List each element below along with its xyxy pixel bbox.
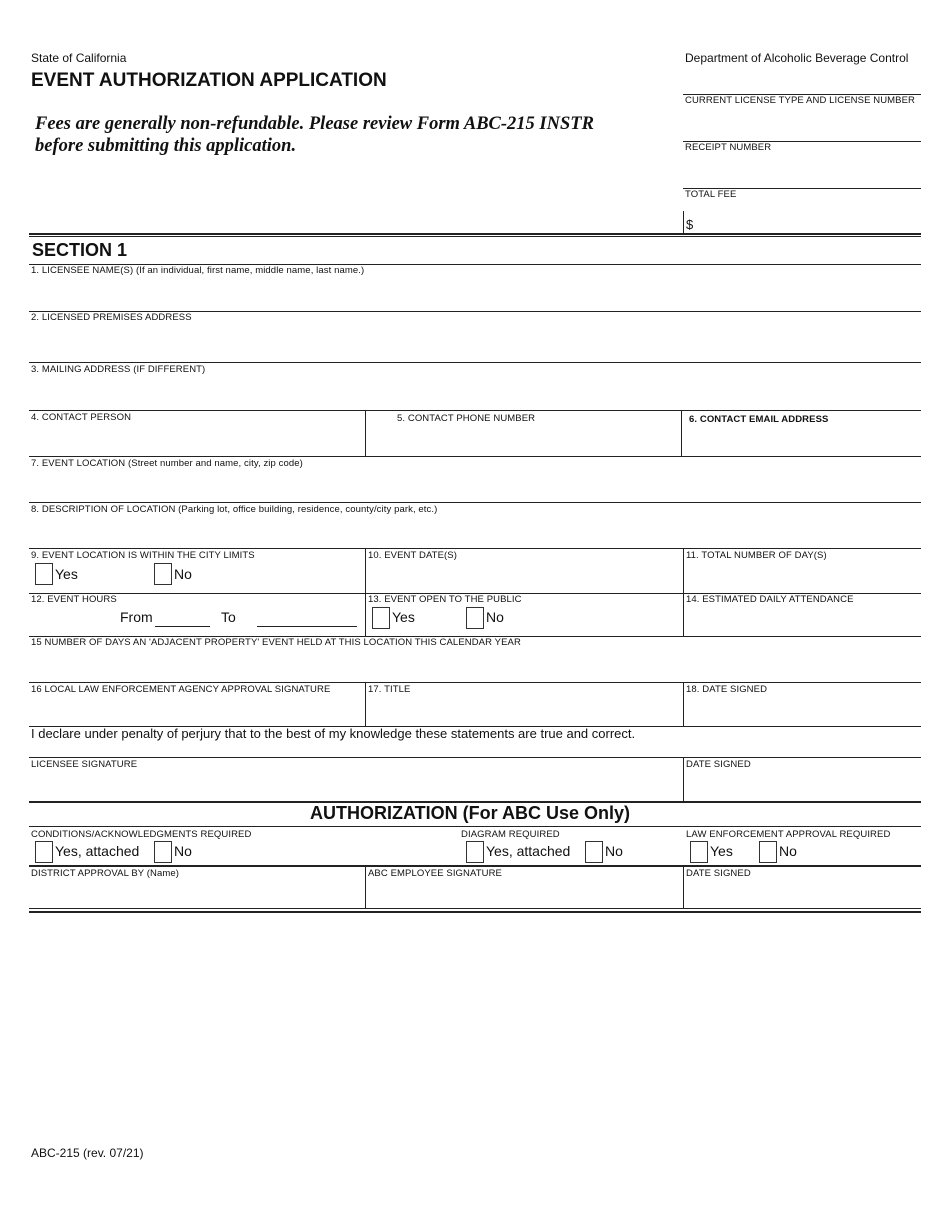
licensee-date-signed-label: DATE SIGNED: [686, 759, 751, 770]
contact-phone-field[interactable]: [366, 423, 681, 456]
licensee-date-signed-field[interactable]: [684, 770, 921, 801]
total-days-label: 11. TOTAL NUMBER OF DAY(S): [686, 550, 827, 561]
conditions-label: CONDITIONS/ACKNOWLEDGMENTS REQUIRED: [31, 829, 252, 840]
state-label: State of California: [31, 51, 127, 65]
page-title: EVENT AUTHORIZATION APPLICATION: [31, 70, 387, 91]
event-location-label: 7. EVENT LOCATION (Street number and name, city, zip code): [31, 458, 303, 469]
daily-attendance-label: 14. ESTIMATED DAILY ATTENDANCE: [686, 594, 854, 605]
diagram-yes-checkbox[interactable]: [466, 841, 484, 863]
licensee-name-field[interactable]: [29, 276, 921, 311]
public-no-label: No: [486, 609, 504, 625]
conditions-yes-checkbox[interactable]: [35, 841, 53, 863]
contact-email-label: 6. CONTACT EMAIL ADDRESS: [689, 414, 829, 425]
department-label: Department of Alcoholic Beverage Control: [685, 51, 909, 65]
form-id: ABC-215 (rev. 07/21): [31, 1146, 144, 1160]
premises-address-field[interactable]: [29, 323, 921, 362]
public-no-checkbox[interactable]: [466, 607, 484, 629]
law-enforcement-signature-label: 16 LOCAL LAW ENFORCEMENT AGENCY APPROVAL SIGNATURE: [31, 684, 331, 695]
city-limits-no-label: No: [174, 566, 192, 582]
current-license-label: CURRENT LICENSE TYPE AND LICENSE NUMBER: [685, 95, 916, 106]
event-dates-label: 10. EVENT DATE(S): [368, 550, 457, 561]
title-field[interactable]: [366, 695, 683, 726]
within-city-limits-label: 9. EVENT LOCATION IS WITHIN THE CITY LIMITS: [31, 550, 255, 561]
dollar-sign: $: [686, 217, 694, 232]
section-1-heading: SECTION 1: [32, 240, 128, 260]
diagram-no-label: No: [605, 843, 623, 859]
city-limits-yes-label: Yes: [55, 566, 78, 582]
law-enforcement-signature-field[interactable]: [29, 695, 365, 726]
fee-notice-line-1: Fees are generally non-refundable. Please review Form ABC-215 INSTR: [35, 114, 594, 134]
adjacent-property-days-label: 15 NUMBER OF DAYS AN 'ADJACENT PROPERTY' EVENT HELD AT THIS LOCATION THIS CALENDAR YEAR: [31, 637, 521, 648]
licensee-signature-label: LICENSEE SIGNATURE: [31, 759, 138, 770]
total-days-field[interactable]: [684, 561, 921, 593]
law-approval-no-checkbox[interactable]: [759, 841, 777, 863]
contact-phone-label: 5. CONTACT PHONE NUMBER: [397, 413, 536, 424]
contact-email-field[interactable]: [682, 425, 921, 456]
mailing-address-field[interactable]: [29, 375, 921, 410]
hours-from-label: From: [120, 609, 153, 625]
hours-to-field[interactable]: [257, 608, 357, 626]
fee-notice-line-2: before submitting this application.: [35, 136, 297, 156]
location-description-field[interactable]: [29, 515, 921, 548]
date-signed-18-label: 18. DATE SIGNED: [686, 684, 768, 695]
event-dates-field[interactable]: [366, 561, 683, 593]
city-limits-yes-checkbox[interactable]: [35, 563, 53, 585]
law-approval-yes-checkbox[interactable]: [690, 841, 708, 863]
licensee-name-label: 1. LICENSEE NAME(S) (If an individual, first name, middle name, last name.): [31, 265, 365, 276]
conditions-yes-label: Yes, attached: [55, 843, 140, 859]
employee-signature-label: ABC EMPLOYEE SIGNATURE: [368, 868, 502, 879]
date-signed-18-field[interactable]: [684, 695, 921, 726]
mailing-address-label: 3. MAILING ADDRESS (IF DIFFERENT): [31, 364, 206, 375]
perjury-declaration: I declare under penalty of perjury that to the best of my knowledge these statements are true and correct.: [31, 726, 636, 741]
district-approval-field[interactable]: [29, 879, 365, 908]
conditions-no-checkbox[interactable]: [154, 841, 172, 863]
city-limits-no-checkbox[interactable]: [154, 563, 172, 585]
open-to-public-label: 13. EVENT OPEN TO THE PUBLIC: [368, 594, 522, 605]
location-description-label: 8. DESCRIPTION OF LOCATION (Parking lot, office building, residence, county/city park, etc.): [31, 504, 438, 515]
law-approval-label: LAW ENFORCEMENT APPROVAL REQUIRED: [686, 829, 891, 840]
total-fee-label: TOTAL FEE: [685, 189, 737, 200]
abc-date-signed-label: DATE SIGNED: [686, 868, 751, 879]
contact-person-label: 4. CONTACT PERSON: [31, 412, 132, 423]
abc-date-signed-field[interactable]: [684, 879, 921, 908]
contact-person-field[interactable]: [29, 423, 365, 456]
district-approval-label: DISTRICT APPROVAL BY (Name): [31, 868, 180, 879]
daily-attendance-field[interactable]: [684, 605, 921, 636]
hours-from-field[interactable]: [155, 608, 210, 626]
employee-signature-field[interactable]: [366, 879, 683, 908]
fee-notice: [35, 113, 594, 157]
hours-to-label: To: [221, 609, 236, 625]
law-approval-yes-label: Yes: [710, 843, 733, 859]
diagram-no-checkbox[interactable]: [585, 841, 603, 863]
receipt-number-label: RECEIPT NUMBER: [685, 142, 772, 153]
diagram-required-label: DIAGRAM REQUIRED: [461, 829, 560, 840]
title-label: 17. TITLE: [368, 684, 411, 695]
receipt-number-field[interactable]: [683, 142, 921, 188]
law-approval-no-label: No: [779, 843, 797, 859]
conditions-no-label: No: [174, 843, 192, 859]
licensee-signature-field[interactable]: [29, 770, 683, 801]
premises-address-label: 2. LICENSED PREMISES ADDRESS: [31, 312, 192, 323]
public-yes-label: Yes: [392, 609, 415, 625]
total-fee-field[interactable]: [695, 200, 921, 233]
adjacent-property-days-field[interactable]: [29, 648, 921, 682]
authorization-heading: AUTHORIZATION (For ABC Use Only): [310, 803, 630, 823]
diagram-yes-label: Yes, attached: [486, 843, 571, 859]
current-license-field[interactable]: [683, 95, 921, 141]
event-location-field[interactable]: [29, 469, 921, 502]
public-yes-checkbox[interactable]: [372, 607, 390, 629]
event-hours-label: 12. EVENT HOURS: [31, 594, 117, 605]
